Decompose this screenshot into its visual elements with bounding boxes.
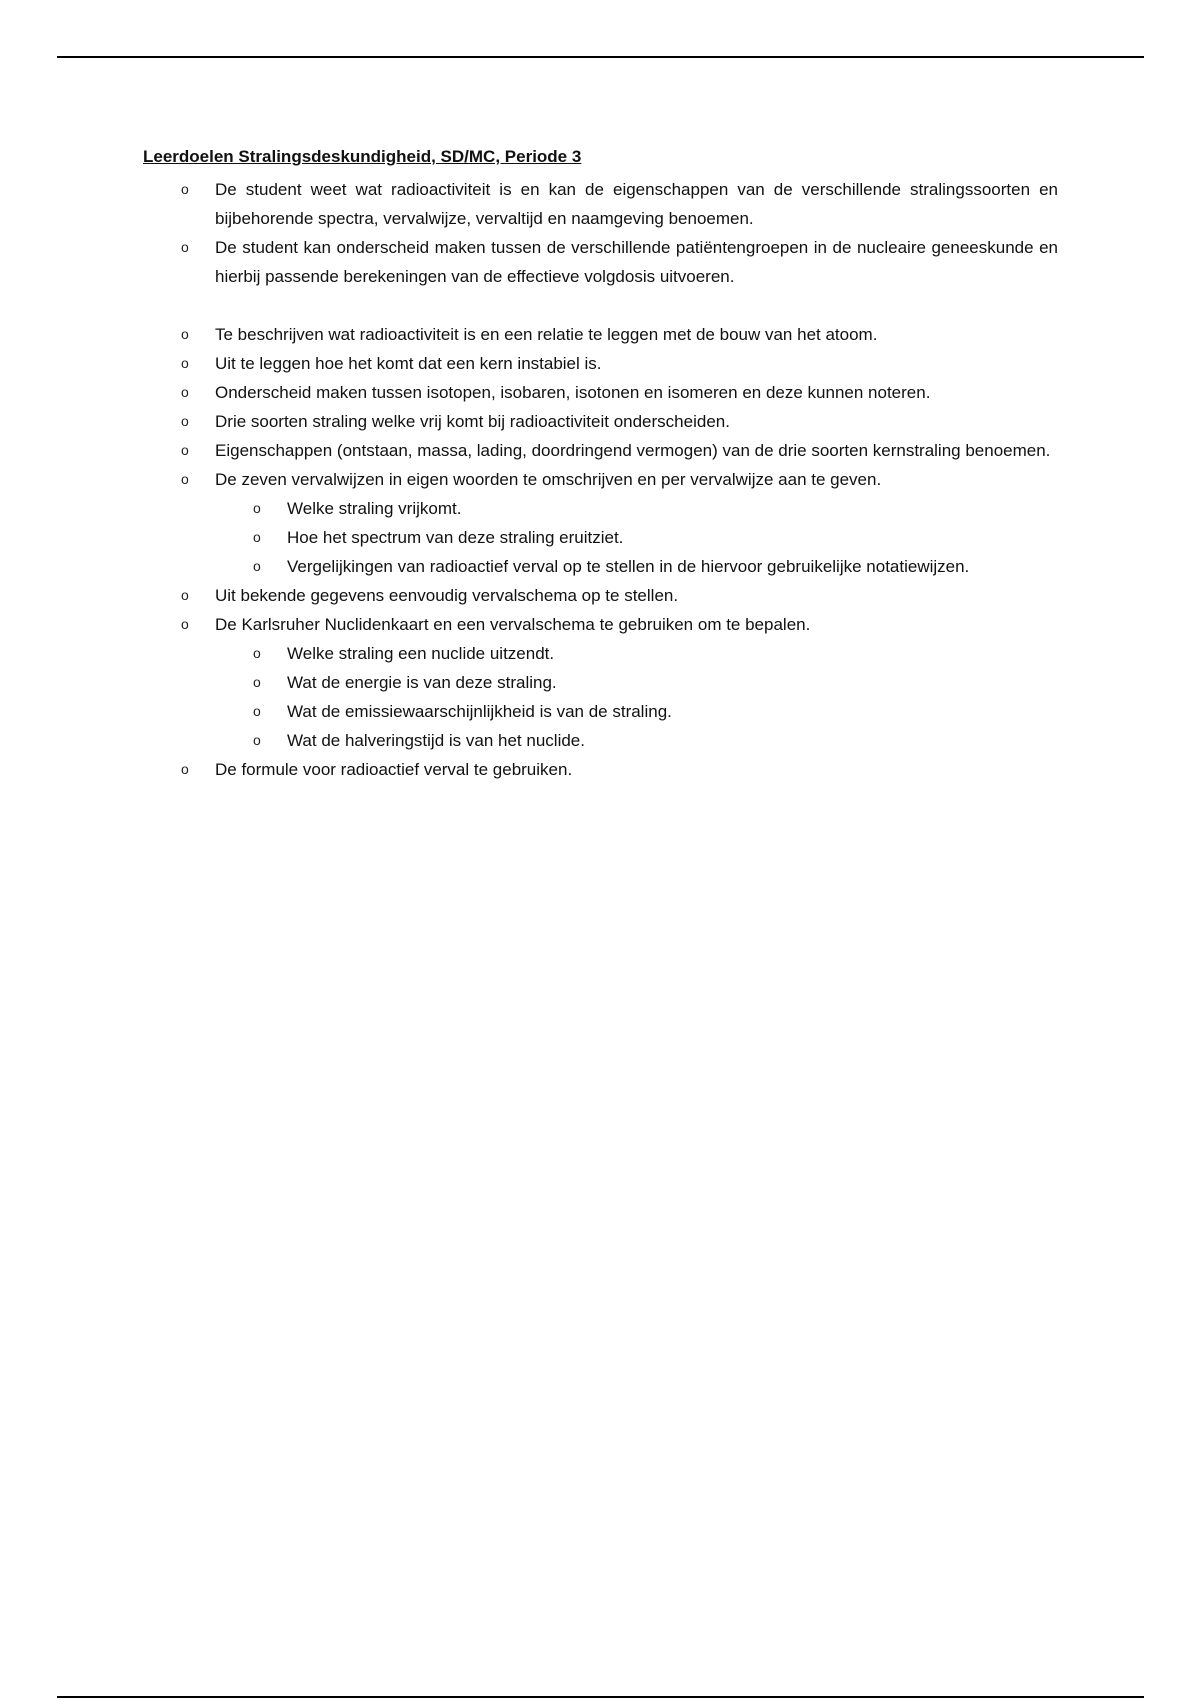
header-rule xyxy=(57,56,1144,58)
sub-list xyxy=(215,494,1058,581)
list-item: o De zeven vervalwijzen in eigen woorden te omschrijven en per vervalwijze aan te geven. o Welke straling vrijkomt. o Hoe het spectrum van deze straling eruitziet. o Vergelijkingen van radioactief verval op te stellen in de hiervoor gebruikelijke notatiewijzen. xyxy=(143,465,1058,581)
bullet-icon: o xyxy=(181,239,189,255)
list-item: o De student kan onderscheid maken tussen de verschillende patiëntengroepen in de nucleaire geneeskunde en hierbij passende berekeningen van de effectieve volgdosis uitvoeren. xyxy=(143,233,1058,291)
document-body xyxy=(143,143,1058,784)
bullet-icon: o xyxy=(253,645,261,661)
sub-list-item: o Welke straling een nuclide uitzendt. xyxy=(215,639,1058,668)
list-item: o Onderscheid maken tussen isotopen, isobaren, isotonen en isomeren en deze kunnen noteren. xyxy=(143,378,1058,407)
list-item: o De student weet wat radioactiviteit is en kan de eigenschappen van de verschillende stralingssoorten en bijbehorende spectra, vervalwijze, vervaltijd en naamgeving benoemen. xyxy=(143,175,1058,233)
list-item: o Eigenschappen (ontstaan, massa, lading, doordringend vermogen) van de drie soorten kernstraling benoemen. xyxy=(143,436,1058,465)
sub-list-item: o Wat de energie is van deze straling. xyxy=(215,668,1058,697)
bullet-icon: o xyxy=(181,616,189,632)
bullet-icon: o xyxy=(253,500,261,516)
bullet-icon: o xyxy=(181,442,189,458)
bullet-icon: o xyxy=(181,761,189,777)
bullet-icon: o xyxy=(181,181,189,197)
bullet-icon: o xyxy=(181,471,189,487)
bullet-icon: o xyxy=(253,558,261,574)
sub-list-item: o Wat de emissiewaarschijnlijkheid is van de straling. xyxy=(215,697,1058,726)
list-item: o Drie soorten straling welke vrij komt bij radioactiviteit onderscheiden. xyxy=(143,407,1058,436)
sub-list-item: o Vergelijkingen van radioactief verval op te stellen in de hiervoor gebruikelijke notatiewijzen. xyxy=(215,552,1058,581)
sub-list xyxy=(215,639,1058,755)
bullet-icon: o xyxy=(181,413,189,429)
intro-list xyxy=(143,175,1058,291)
bullet-icon: o xyxy=(253,732,261,748)
bullet-icon: o xyxy=(181,384,189,400)
sub-list-item: o Welke straling vrijkomt. xyxy=(215,494,1058,523)
spacer xyxy=(143,291,1058,320)
bullet-icon: o xyxy=(181,355,189,371)
objectives-list xyxy=(143,320,1058,784)
bullet-icon: o xyxy=(181,326,189,342)
bullet-icon: o xyxy=(181,587,189,603)
list-item: o Uit bekende gegevens eenvoudig vervalschema op te stellen. xyxy=(143,581,1058,610)
bullet-icon: o xyxy=(253,674,261,690)
footer-rule xyxy=(57,1696,1144,1698)
bullet-icon: o xyxy=(253,703,261,719)
sub-list-item: o Wat de halveringstijd is van het nuclide. xyxy=(215,726,1058,755)
list-item: o Te beschrijven wat radioactiviteit is en een relatie te leggen met de bouw van het atoom. xyxy=(143,320,1058,349)
list-item: o De Karlsruher Nuclidenkaart en een vervalschema te gebruiken om te bepalen. o Welke straling een nuclide uitzendt. o Wat de energie is van deze straling. o Wat de emissiewaarschijnlijkheid is van de straling. o Wat de halveringstijd is van het nuclide. xyxy=(143,610,1058,755)
list-item: o Uit te leggen hoe het komt dat een kern instabiel is. xyxy=(143,349,1058,378)
document-title: Leerdoelen Stralingsdeskundigheid, SD/MC, Periode 3 xyxy=(143,147,582,166)
sub-list-item: o Hoe het spectrum van deze straling eruitziet. xyxy=(215,523,1058,552)
list-item: o De formule voor radioactief verval te gebruiken. xyxy=(143,755,1058,784)
bullet-icon: o xyxy=(253,529,261,545)
